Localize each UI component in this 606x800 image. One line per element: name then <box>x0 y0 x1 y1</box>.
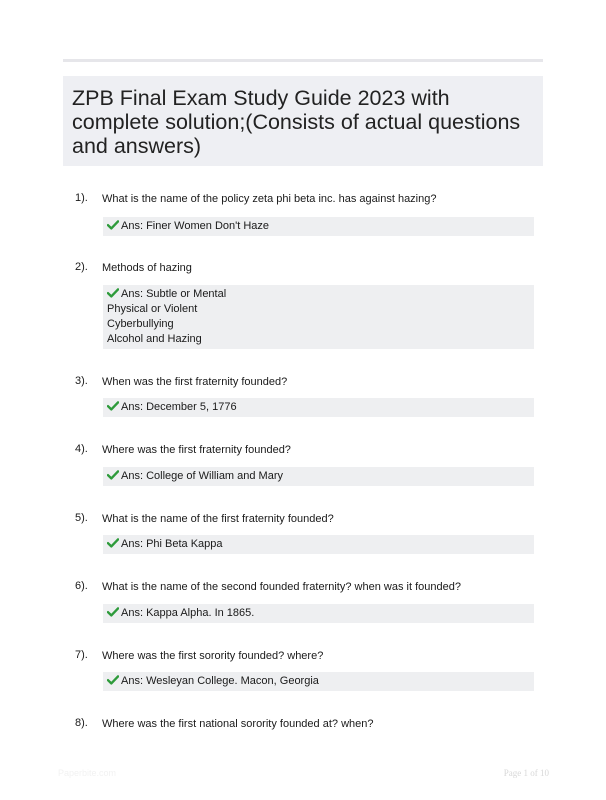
answer-box <box>103 535 534 554</box>
check-icon <box>107 220 119 230</box>
question-text: What is the name of the second founded fraternity? when was it founded? <box>102 581 461 593</box>
answer-text: Ans: Finer Women Don't Haze <box>121 220 270 232</box>
question-number: 3). <box>75 375 88 387</box>
answer-text: Ans: Wesleyan College. Macon, Georgia <box>121 675 319 687</box>
question-number: 7). <box>75 649 88 661</box>
answer-box <box>103 285 534 349</box>
answer-line <box>107 537 534 552</box>
question-number: 8). <box>75 717 88 729</box>
answer-line <box>107 469 534 484</box>
question-text: Where was the first national sorority founded at? when? <box>102 718 374 730</box>
question-text: Where was the first fraternity founded? <box>102 444 291 456</box>
page-number: Page 1 of 10 <box>503 768 549 778</box>
answer-line: Cyberbullying <box>107 318 174 330</box>
check-icon <box>107 470 119 480</box>
answer-text: Ans: College of William and Mary <box>121 470 284 482</box>
answer-line <box>107 219 534 234</box>
question-text: When was the first fraternity founded? <box>102 376 288 388</box>
question-number: 4). <box>75 443 88 455</box>
answer-line: Physical or Violent <box>107 303 198 315</box>
question-text: Where was the first sorority founded? where? <box>102 650 324 662</box>
question-number: 1). <box>75 192 88 204</box>
answer-text: Ans: Subtle or Mental <box>121 288 227 300</box>
check-icon <box>107 675 119 685</box>
answer-text: Ans: Kappa Alpha. In 1865. <box>121 607 255 619</box>
check-icon <box>107 607 119 617</box>
answer-box <box>103 467 534 486</box>
answer-line <box>107 606 534 621</box>
question-number: 2). <box>75 261 88 273</box>
page-title: ZPB Final Exam Study Guide 2023 with complete solution;(Consists of actual questions and answers) <box>72 86 521 158</box>
answer-box <box>103 398 534 417</box>
check-icon <box>107 288 119 298</box>
answer-line: Alcohol and Hazing <box>107 333 202 345</box>
answer-text: Ans: Phi Beta Kappa <box>121 538 223 550</box>
question-text: Methods of hazing <box>102 262 192 274</box>
title-box <box>63 76 543 166</box>
check-icon <box>107 538 119 548</box>
footer-watermark: Paperbite.com <box>58 768 117 778</box>
check-icon <box>107 401 119 411</box>
answer-box <box>103 217 534 236</box>
answer-box <box>103 672 534 691</box>
question-number: 5). <box>75 512 88 524</box>
answer-line <box>107 674 534 689</box>
question-text: What is the name of the first fraternity founded? <box>102 513 334 525</box>
question-number: 6). <box>75 580 88 592</box>
answer-text: Ans: December 5, 1776 <box>121 401 237 413</box>
top-divider <box>63 59 543 62</box>
answer-box <box>103 604 534 623</box>
answer-line <box>107 400 534 415</box>
answer-line <box>107 287 534 302</box>
question-text: What is the name of the policy zeta phi beta inc. has against hazing? <box>102 193 437 205</box>
